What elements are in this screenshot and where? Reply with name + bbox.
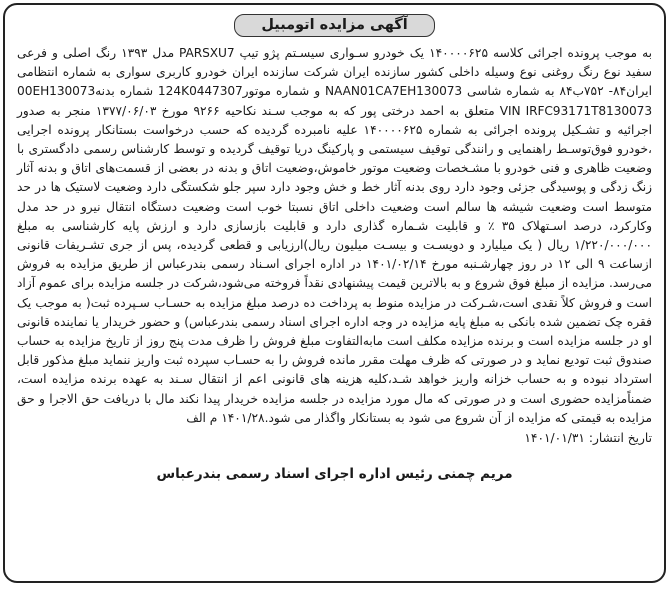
title-wrap bbox=[17, 14, 652, 37]
notice-title: آگهی مزایده اتومبیل bbox=[234, 14, 434, 37]
auction-notice bbox=[3, 3, 666, 583]
notice-body: به موجب پرونده اجرائی کلاسه ۱۴۰۰۰۰۶۲۵ یک خودرو سـواری سیسـتم پژو تیپ PARSXU7 مدل ۱۳۹۳ رنگ اصلی و فرعی سفید نوع رنگ روغنی نوع وسیله داخلی کشور سازنده ایران شرکت سازنده ایران خودرو کاربری سواری به شماره انتظامی ایران۸۴- ۷۵۲ب۸۴ به شماره شاسی NAAN01CA7EH130073 و شماره موتور124K0447307 شماره بدنه00EH130073 VIN IRFC93171T8130073 متعلق به احمد درختی پور که به موجب سـند نکاحیه ۹۲۶۶ مورخ ۱۳۷۷/۰۶/۰۳ منجر به صدور اجرائیه و تشـکیل پرونده اجرائی به شماره ۱۴۰۰۰۰۶۲۵ علیه نامبرده گردیده که حسب درخواست بستانکار پرونده اجرایی ،خودرو فوق‌توسـط راهنمایی و رانندگی توقیف سیستمی و پارکینگ دریا توقیف گردیده و توسط کارشناس رسمی دادگستری با وضعیت ظاهری و فنی خودرو با مشـخصات وضعیت موتور خاموش،وضعیت اتاق و بدنه در بعضی از قسمت‌های اتاق و بدنه آثار زنگ زدگی و پوسیدگی جزئی وجود دارد روی بدنه آثار خط و خش وجود دارد سپر جلو شکستگی دارد وضعیت لاستیک ها در حد متوسط است وضعیت شیشه ها سالم است وضعیت داخلی اتاق نسبتا خوب است وضعیت دستگاه انتقال نیرو در حد مدل وکارکرد، درصد اسـتهلاک ۳۵ ٪ و قابلیت شـماره گذاری دارد و قابلیت بازسازی دارد و ارزش پایه کارشناسی به مبلغ ۱/۲۲۰/۰۰۰/۰۰۰ ریال ( یک میلیارد و دویسـت و بیسـت میلیون ریال)ارزیابی و قطعی گردیده، پس از جری تشـریفات قانونی ازساعت ۹ الی ۱۲ در روز چهارشـنبه مورخ ۱۴۰۱/۰۲/۱۴ در اداره اجرای اسـناد رسمی بندرعباس از طریق مزایده به فروش می‌رسد. مزایده از مبلغ فوق شروع و به بالاترین قیمت پیشنهادی نقداً فروخته می‌شود،شرکت در جلسه مزایده برای عموم آزاد است و فروش کلاً نقدی است،شـرکت در مزایده منوط به پرداخت ده درصد مبلغ مزایده به حسـاب سـپرده ثبت( به موجب یک فقره چک تضمین شده بانکی به مبلغ پایه مزایده در وجه اداره اجرای اسناد رسمی بندرعباس) و حضور خریدار یا نماینده قانونی او در جلسه مزایده است و برنده مزایده مکلف است مابه‌التفاوت مبلغ فروش را ظرف مدت پنج روز از تاریخ مزایده به حساب صندوق ثبت تودیع نماید و در صورتی که ظرف مهلت مقرر مانده فروش را به حسـاب سپرده ثبت واریز ننماید مبلغ مذکور قابل استرداد نبوده و به حساب خزانه واریز خواهد شـد،کلیه هزینه های قانونی اعم از انتقال سـند به عهده برنده مزایده است، ضمناًمزایده حضوری است و در صورتی که مال مورد مزایده در جلسه مزایده خریدار پیدا نکند مال با دریافت حق الاجرا و حق مزایده به قیمتی که مزایده از آن شروع می شود به بستانکار واگذار می شود.۱۴۰۱/۲۸ م الف bbox=[17, 46, 653, 425]
publication-date: تاریخ انتشار: ۱۴۰۱/۰۱/۳۱ bbox=[524, 431, 652, 446]
signature: مریم چمنی رئیس اداره اجرای اسناد رسمی بندرعباس bbox=[156, 466, 513, 483]
